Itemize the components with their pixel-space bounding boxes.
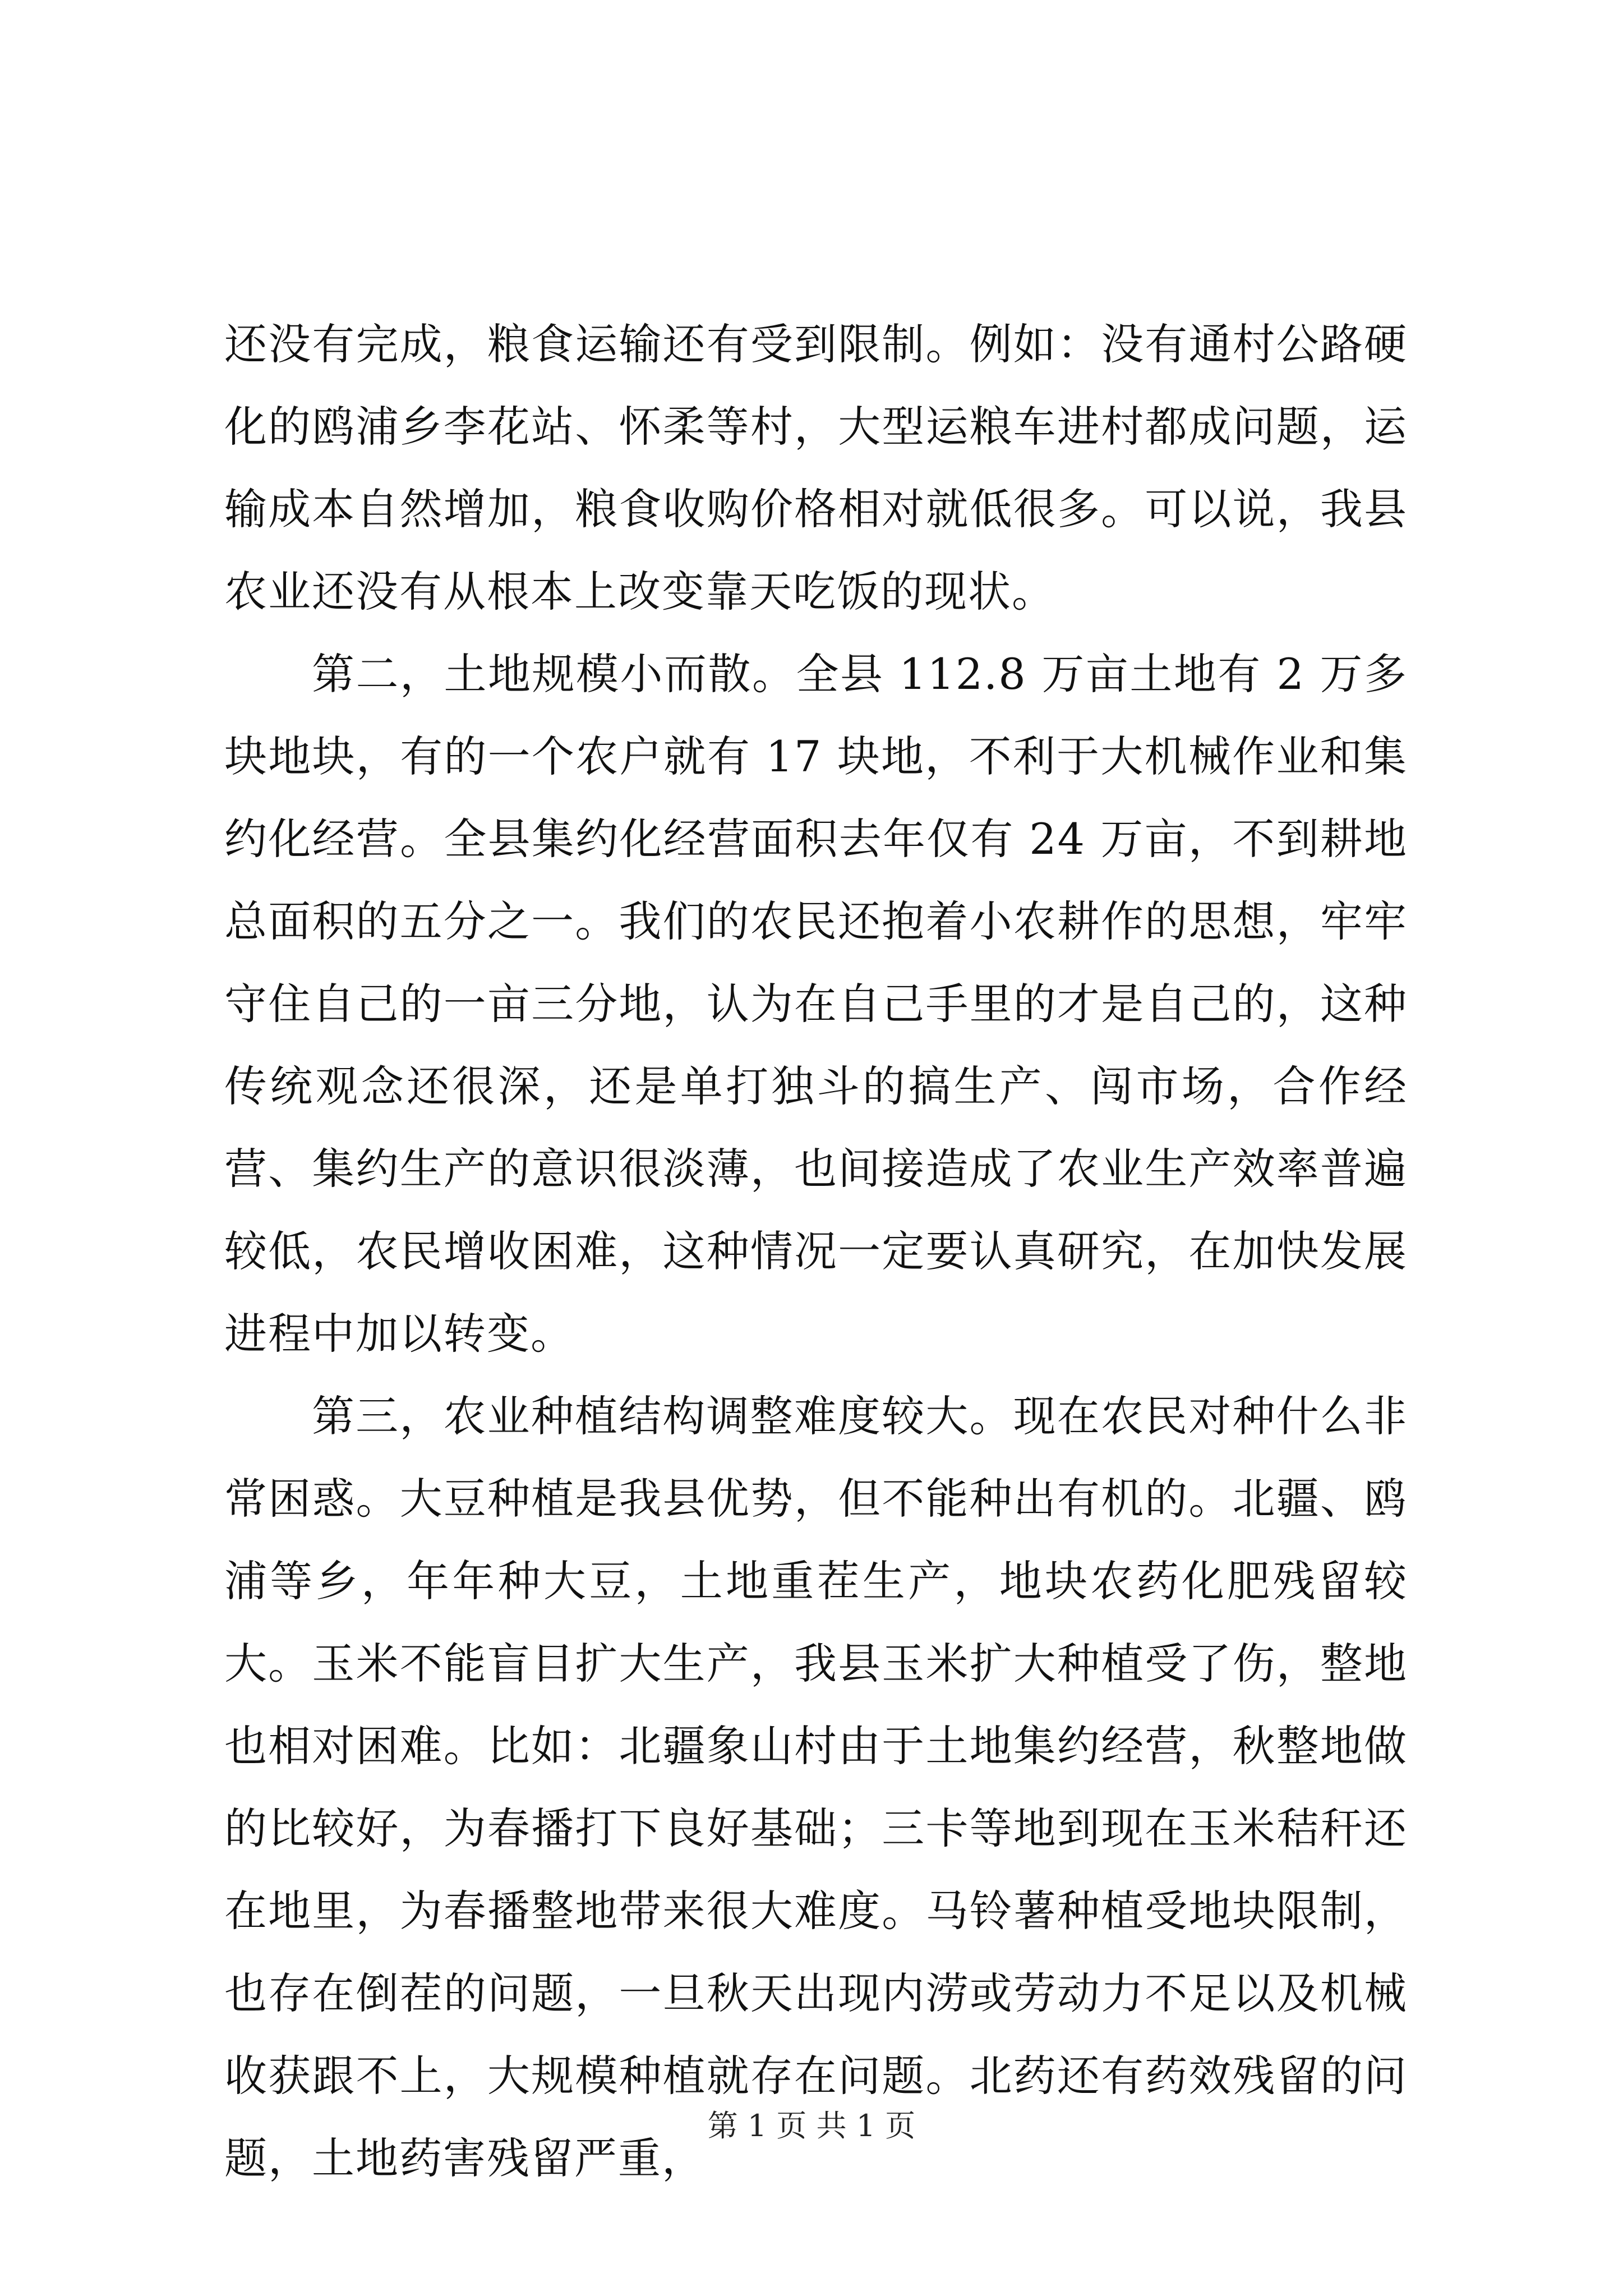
document-body: [224, 303, 1408, 2200]
paragraph-3: 第三，农业种植结构调整难度较大。现在农民对种什么非常困惑。大豆种植是我县优势，但不能种出有机的。北疆、鸥浦等乡，年年种大豆，土地重茬生产，地块农药化肥残留较大。玉米不能盲目扩大生产，我县玉米扩大种植受了伤，整地也相对困难。比如：北疆象山村由于土地集约经营，秋整地做的比较好，为春播打下良好基础；三卡等地到现在玉米秸秆还在地里，为春播整地带来很大难度。马铃薯种植受地块限制，也存在倒茬的问题，一旦秋天出现内涝或劳动力不足以及机械收获跟不上，大规模种植就存在问题。北药还有药效残留的问题，土地药害残留严重，: [224, 1391, 1408, 2183]
paragraph-2: 第二，土地规模小而散。全县 112.8 万亩土地有 2 万多块地块，有的一个农户就有 17 块地，不利于大机械作业和集约化经营。全县集约化经营面积去年仅有 24 万亩，不到耕地总面积的五分之一。我们的农民还抱着小农耕作的思想，牢牢守住自己的一亩三分地，认为在自己手里的才是自己的，这种传统观念还很深，还是单打独斗的搞生产、闯市场，合作经营、集约生产的意识很淡薄，也间接造成了农业生产效率普遍较低，农民增收困难，这种情况一定要认真研究，在加快发展进程中加以转变。: [224, 649, 1408, 1359]
paragraph-1: 还没有完成，粮食运输还有受到限制。例如：没有通村公路硬化的鸥浦乡李花站、怀柔等村，大型运粮车进村都成问题，运输成本自然增加，粮食收购价格相对就低很多。可以说，我县农业还没有从根本上改变靠天吃饭的现状。: [224, 319, 1408, 616]
page-footer: 第 1 页 共 1 页: [707, 2108, 916, 2143]
